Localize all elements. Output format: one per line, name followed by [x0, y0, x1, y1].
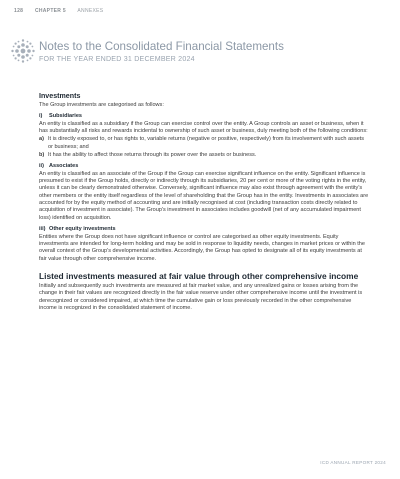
condition-label: b) [39, 152, 45, 159]
condition-item [39, 152, 369, 159]
subsidiaries-title: Subsidiaries [49, 113, 82, 120]
associates-text: An entity is classified as an associate of the Group if the Group can exercise significant influence on the entity. Significant influence is presumed to exist if the Group holds, directly or indirectly through its subsidiaries, 20 per cent or more of the voting rights in the entity, unless it can be clearly demonstrated otherwise. Conversely, significant influence may also exist through agreement with the entity's other members or the entity itself regardless of the level of shareholding that the Group has in the entity. Investments in associates are accounted for by the equity method of accounting and are initially recognised at cost (including transaction costs directly related to acquisition of investment in associate). The Group's investment in associates includes goodwill (net of any accumulated impairment loss) identified on acquisition. [39, 170, 369, 221]
other-investments-text: Entities where the Group does not have significant influence or control are categorised as other equity investments. Equity investments are intended for long-term holding and may be sold in response to liquidity needs, changes in market prices or within the overall context of the Group's developmental activities. Accordingly, the Group has opted to designate all of its equity investments at fair value through other comprehensive income. [39, 233, 365, 262]
associates-heading [39, 163, 369, 170]
listed-investments-heading: Listed investments measured at fair value through other comprehensive income [39, 270, 359, 281]
page-footer: ICD ANNUAL REPORT 2024 [320, 460, 386, 465]
running-header [14, 8, 103, 14]
condition-label: a) [39, 136, 44, 143]
subsidiaries-number: i) [39, 113, 43, 120]
subsidiaries-heading [39, 113, 369, 120]
subsidiaries-text: An entity is classified as a subsidiary if the Group can exercise control over the entity. A Group controls an asset or business, when it has substantially all risks and rewards incidental to ownership of such asset or business, duly meeting both of the following conditions: [39, 120, 368, 135]
page-title: Notes to the Consolidated Financial Statements [39, 40, 284, 53]
listed-investments-text: Initially and subsequently such investments are measured at fair market value, and any unrealized gains or losses arising from the change in their fair values are recognized directly in the fair value reserve under other comprehensive income until the investment is derecognized or considered impaired, at which time the cumulative gain or loss previously recorded in the other comprehensive income is recognized in the consolidated statement of income. [39, 282, 363, 311]
associates-number: ii) [39, 163, 44, 170]
chapter-label: CHAPTER 5 [34, 8, 66, 14]
condition-text: It has the ability to affect those returns through its power over the assets or business. [48, 152, 257, 159]
condition-text: It is directly exposed to, or has rights to, variable returns (negative or positive, respectively) from its involvement with such assets or business; and [48, 136, 364, 150]
associates-title: Associates [49, 163, 79, 170]
icd-logo-icon [10, 38, 36, 64]
section-label: ANNEXES [77, 8, 104, 14]
title-block [39, 40, 386, 63]
investments-intro: The Group investments are categorised as follows: [39, 102, 164, 108]
other-investments-title: Other equity investments [49, 226, 116, 233]
investments-heading: Investments [39, 92, 81, 100]
other-investments-heading [39, 226, 369, 233]
other-investments-number: iii) [39, 226, 46, 233]
page-subtitle: FOR THE YEAR ENDED 31 DECEMBER 2024 [39, 55, 195, 63]
notes-body [39, 92, 369, 312]
condition-item [39, 136, 369, 151]
page-number: 128 [14, 8, 24, 14]
